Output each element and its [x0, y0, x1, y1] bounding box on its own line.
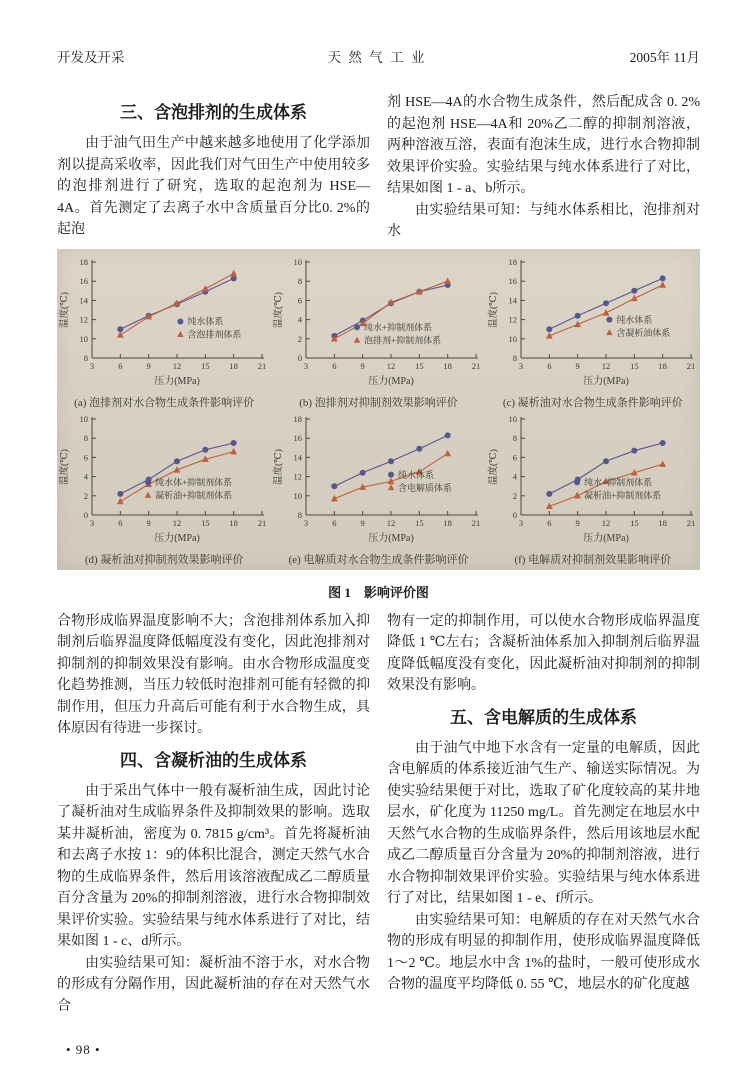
data-point-circle — [388, 458, 394, 464]
y-tick-label: 8 — [298, 275, 303, 286]
subplot-b-chart — [272, 254, 484, 394]
legend-label: 纯水+抑制剂体系 — [583, 477, 652, 488]
y-tick-label: 16 — [508, 275, 517, 286]
legend-marker-circle — [178, 318, 184, 324]
y-tick-label: 4 — [298, 314, 303, 325]
legend-label: 纯水体系 — [616, 314, 653, 325]
y-tick-label: 18 — [293, 413, 303, 424]
x-tick-label: 15 — [201, 517, 210, 528]
data-point-circle — [231, 440, 237, 446]
paragraph: 由实验结果可知：电解质的存在对天然气水合物的形成有明显的抑制作用，使形成临界温度降低 1～2 ℃。地层水中含 1%的盐时，一般可使形成水合物的温度平均降低 0. 55 ℃，地层水的矿化度越 — [387, 912, 700, 992]
x-tick-label: 3 — [90, 517, 95, 528]
y-tick-label: 14 — [293, 451, 303, 462]
legend-label: 泡排剂+抑制剂体系 — [364, 334, 442, 345]
issue-date: 2005年 11月 — [629, 50, 700, 65]
bottom-text-columns — [57, 611, 700, 1018]
data-point-circle — [117, 490, 123, 496]
x-tick-label: 15 — [201, 360, 210, 371]
data-point-circle — [546, 326, 552, 332]
x-tick-label: 3 — [518, 360, 523, 371]
legend-marker-triangle — [145, 491, 151, 497]
legend-label: 纯水体+抑制剂体系 — [155, 477, 233, 488]
section-heading-3: 三、含泡排剂的生成体系 — [120, 103, 307, 122]
subplot-caption: (f) 电解质对抑制剂效果影响评价 — [514, 553, 672, 566]
y-tick-label: 14 — [79, 294, 89, 305]
y-tick-label: 14 — [508, 294, 517, 305]
legend-label: 纯水体系 — [187, 316, 224, 327]
subplot-c-chart — [487, 254, 699, 394]
left-column-top — [57, 92, 370, 243]
data-point-circle — [659, 440, 665, 446]
legend-label: 凝析油+抑制剂体系 — [155, 490, 233, 501]
data-point-circle — [174, 458, 180, 464]
legend-label: 含电解质体系 — [398, 482, 453, 493]
data-point-triangle — [659, 281, 666, 288]
x-tick-label: 3 — [518, 517, 523, 528]
x-tick-label: 18 — [658, 360, 667, 371]
x-tick-label: 12 — [601, 360, 611, 371]
legend-marker-circle — [574, 479, 580, 485]
x-tick-label: 18 — [443, 360, 453, 371]
subplot-f — [486, 411, 700, 568]
paragraph: 由于采出气体中一般有凝析油生成，因此讨论了凝析油对生成临界条件及抑制效果的影响。选取某井凝析油，密度为 0. 7815 g/cm³。首先将凝析油和去离子水按 1：9的体积比混合，测定天然气水合物的生成临界条件，然后用该溶液配成乙二醇质量百分含量为 20%的抑制剂溶液，进行水合物抑制效果评价实验。实验结果与纯水体系进行了对比，结果如图 1 - c、d所示。 — [57, 783, 370, 949]
data-point-circle — [202, 446, 208, 452]
legend-label: 纯水体系 — [398, 469, 435, 480]
x-axis-label: 压力(MPa) — [154, 532, 200, 544]
y-tick-label: 10 — [79, 333, 89, 344]
x-tick-label: 9 — [575, 360, 580, 371]
data-point-triangle — [230, 447, 237, 454]
paragraph: 物有一定的抑制作用，可以使水合物形成临界温度降低 1 ℃左右；含凝析油体系加入抑制剂后临界温度降低幅度没有变化，因此凝析油对抑制剂的抑制效果没有影响。 — [387, 613, 700, 693]
data-point-circle — [631, 287, 637, 293]
x-tick-label: 12 — [387, 360, 396, 371]
legend-marker-circle — [145, 479, 151, 485]
x-tick-label: 9 — [361, 517, 366, 528]
x-tick-label: 9 — [361, 360, 366, 371]
data-point-triangle — [602, 309, 609, 316]
x-tick-label: 12 — [172, 360, 182, 371]
journal-title: 天 然 气 工 业 — [327, 50, 427, 65]
x-tick-label: 15 — [629, 360, 639, 371]
x-tick-label: 6 — [547, 360, 552, 371]
x-tick-label: 3 — [90, 360, 95, 371]
legend-label: 含凝析油体系 — [616, 327, 671, 338]
paragraph: 剂 HSE—4A的水合物生成条件，然后配成含 0. 2%的起泡剂 HSE—4A和 20%乙二醇的抑制剂溶液，两种溶液互溶，表面有泡沫生成，进行水合物抑制效果评价实验。实验结果与纯水体系进行了对比，结果如图 1 - a、b所示。 — [387, 95, 700, 196]
data-point-triangle — [445, 449, 452, 456]
y-tick-label: 0 — [83, 509, 89, 520]
legend-label: 凝析油+抑制剂体系 — [583, 490, 661, 501]
y-tick-label: 10 — [508, 333, 517, 344]
y-tick-label: 18 — [79, 256, 89, 267]
paragraph: 由于油气田生产中越来越多地使用了化学添加剂以提高采收率，因此我们对气田生产中使用较多的泡排剂进行了研究，选取的起泡剂为 HSE—4A。首先测定了去离子水中含质量百分比0. 2%的起泡 — [57, 136, 370, 237]
x-tick-label: 3 — [304, 360, 309, 371]
subplot-a — [57, 254, 271, 411]
x-tick-label: 18 — [443, 517, 453, 528]
legend-marker-circle — [388, 471, 394, 477]
legend-label: 含泡排剂体系 — [187, 329, 242, 340]
x-tick-label: 6 — [118, 517, 123, 528]
x-axis-label: 压力(MPa) — [368, 375, 415, 387]
y-axis-label: 温度(℃) — [488, 448, 499, 485]
x-tick-label: 21 — [686, 517, 696, 528]
x-tick-label: 15 — [415, 360, 425, 371]
y-axis-label: 温度(℃) — [274, 291, 285, 328]
legend-marker-triangle — [354, 336, 360, 342]
y-tick-label: 12 — [79, 314, 89, 325]
subplot-e — [271, 411, 485, 568]
paragraph: 合物形成临界温度影响不大；含泡排剂体系加入抑制剂后临界温度降低幅度没有变化，因此泡排剂对抑制剂的抑制效果没有影响。由水合物形成温度变化趋势推测，当压力较低时泡排剂可能有轻微的抑制作用，但压力升高后可能有利于水合物生成，具体原因有待进一步探讨。 — [57, 613, 370, 736]
data-point-circle — [546, 490, 552, 496]
y-tick-label: 4 — [512, 471, 517, 482]
y-tick-label: 12 — [508, 314, 517, 325]
paragraph: 由于油气中地下水含有一定量的电解质，因此含电解质的体系接近油气生产、输送实际情况。为使实验结果便于对比，选取了矿化度较高的某井地层水，矿化度为 11250 mg/L。首先测定在地层水中天然气水合物的生成临界条件，然后用该地层水配成乙二醇质量百分含量为 20%的抑制剂溶液，进行水合物抑制效果评价实验。实验结果与纯水体系进行了对比，结果如图 1 - e、f所示。 — [387, 740, 700, 906]
data-point-circle — [417, 445, 423, 451]
data-point-circle — [603, 300, 609, 306]
y-tick-label: 2 — [83, 490, 89, 501]
x-tick-label: 12 — [387, 517, 396, 528]
y-tick-label: 4 — [83, 471, 89, 482]
y-tick-label: 6 — [298, 294, 303, 305]
x-tick-label: 6 — [547, 517, 552, 528]
page-header — [57, 46, 700, 66]
x-tick-label: 15 — [415, 517, 425, 528]
legend-marker-triangle — [177, 330, 183, 336]
subplot-f-chart — [487, 411, 699, 551]
y-tick-label: 10 — [293, 490, 303, 501]
x-tick-label: 21 — [257, 517, 267, 528]
x-tick-label: 15 — [629, 517, 639, 528]
data-point-circle — [231, 275, 237, 281]
y-tick-label: 6 — [83, 451, 89, 462]
legend-marker-circle — [606, 316, 612, 322]
subplot-caption: (b) 泡排剂对抑制剂效果影响评价 — [299, 396, 458, 409]
x-tick-label: 21 — [472, 360, 481, 371]
subplot-caption: (c) 凝析油对水合物生成条件影响评价 — [502, 396, 683, 409]
paragraph: 由实验结果可知：凝析油不溶于水，对水合物的形成有分隔作用，因此凝析油的存在对天然气水合 — [57, 955, 370, 1014]
y-tick-label: 0 — [512, 509, 517, 520]
data-point-triangle — [117, 331, 124, 338]
data-point-triangle — [445, 277, 452, 284]
legend-marker-triangle — [606, 329, 612, 335]
x-tick-label: 6 — [118, 360, 123, 371]
subplot-a-chart — [58, 254, 270, 394]
data-point-circle — [360, 469, 366, 475]
data-point-triangle — [659, 460, 666, 467]
legend-marker-triangle — [388, 484, 394, 490]
section-heading-5: 五、含电解质的生成体系 — [450, 707, 637, 727]
subplot-caption: (d) 凝析油对抑制剂效果影响评价 — [84, 553, 244, 566]
left-column-bottom — [57, 611, 370, 1018]
x-axis-label: 压力(MPa) — [154, 375, 200, 387]
subplot-caption: (a) 泡排剂对水合物生成条件影响评价 — [74, 396, 255, 409]
data-point-circle — [659, 275, 665, 281]
x-tick-label: 18 — [658, 517, 667, 528]
subplot-c — [486, 254, 700, 411]
y-tick-label: 8 — [83, 352, 89, 363]
y-tick-label: 10 — [508, 413, 517, 424]
right-column-bottom — [387, 611, 700, 1018]
x-tick-label: 21 — [472, 517, 481, 528]
x-tick-label: 18 — [229, 517, 239, 528]
y-tick-label: 10 — [79, 413, 89, 424]
subplot-d — [57, 411, 271, 568]
top-text-columns — [57, 92, 700, 243]
y-tick-label: 12 — [293, 471, 303, 482]
x-tick-label: 18 — [229, 360, 239, 371]
x-axis-label: 压力(MPa) — [368, 532, 415, 544]
y-axis-label: 温度(℃) — [60, 448, 71, 485]
data-point-triangle — [230, 269, 237, 276]
y-tick-label: 8 — [512, 432, 517, 443]
y-tick-label: 2 — [512, 490, 517, 501]
y-tick-label: 18 — [508, 256, 517, 267]
page-number: • 98 • — [66, 1042, 101, 1057]
x-tick-label: 3 — [304, 517, 309, 528]
y-tick-label: 16 — [293, 432, 303, 443]
data-point-triangle — [117, 497, 124, 504]
x-tick-label: 21 — [257, 360, 267, 371]
y-tick-label: 16 — [79, 275, 89, 286]
legend-label: 纯水+抑制剂体系 — [364, 321, 433, 332]
legend-marker-circle — [354, 324, 360, 330]
y-axis-label: 温度(℃) — [60, 291, 71, 328]
subplot-d-chart — [58, 411, 270, 551]
y-axis-label: 温度(℃) — [274, 448, 285, 485]
data-point-circle — [445, 432, 451, 438]
y-tick-label: 8 — [83, 432, 89, 443]
x-axis-label: 压力(MPa) — [583, 375, 629, 387]
y-tick-label: 2 — [298, 333, 303, 344]
data-point-triangle — [202, 285, 209, 292]
subplot-caption: (e) 电解质对水合物生成条件影响评价 — [288, 553, 469, 566]
paragraph: 由实验结果可知：与纯水体系相比，泡排剂对水 — [387, 202, 700, 239]
header-column-title: 开发及开采 — [57, 50, 125, 65]
y-axis-label: 温度(℃) — [488, 291, 499, 328]
y-tick-label: 6 — [512, 451, 517, 462]
y-tick-label: 8 — [512, 352, 517, 363]
x-tick-label: 21 — [686, 360, 696, 371]
data-point-circle — [631, 447, 637, 453]
x-tick-label: 6 — [332, 517, 337, 528]
data-point-circle — [574, 312, 580, 318]
figure-caption: 图 1 影响评价图 — [328, 584, 429, 600]
x-tick-label: 9 — [146, 360, 151, 371]
x-tick-label: 12 — [172, 517, 182, 528]
section-heading-4: 四、含凝析油的生成体系 — [120, 750, 307, 770]
data-point-circle — [603, 458, 609, 464]
x-tick-label: 12 — [601, 517, 611, 528]
x-tick-label: 9 — [146, 517, 151, 528]
y-tick-label: 8 — [298, 509, 303, 520]
x-tick-label: 6 — [332, 360, 337, 371]
subplot-e-chart — [272, 411, 484, 551]
figure-grid — [57, 249, 700, 570]
subplot-b — [271, 254, 485, 411]
x-axis-label: 压力(MPa) — [583, 532, 629, 544]
right-column-top — [387, 92, 700, 243]
data-point-circle — [332, 483, 338, 489]
y-tick-label: 0 — [298, 352, 303, 363]
y-tick-label: 10 — [293, 256, 303, 267]
x-tick-label: 9 — [575, 517, 580, 528]
